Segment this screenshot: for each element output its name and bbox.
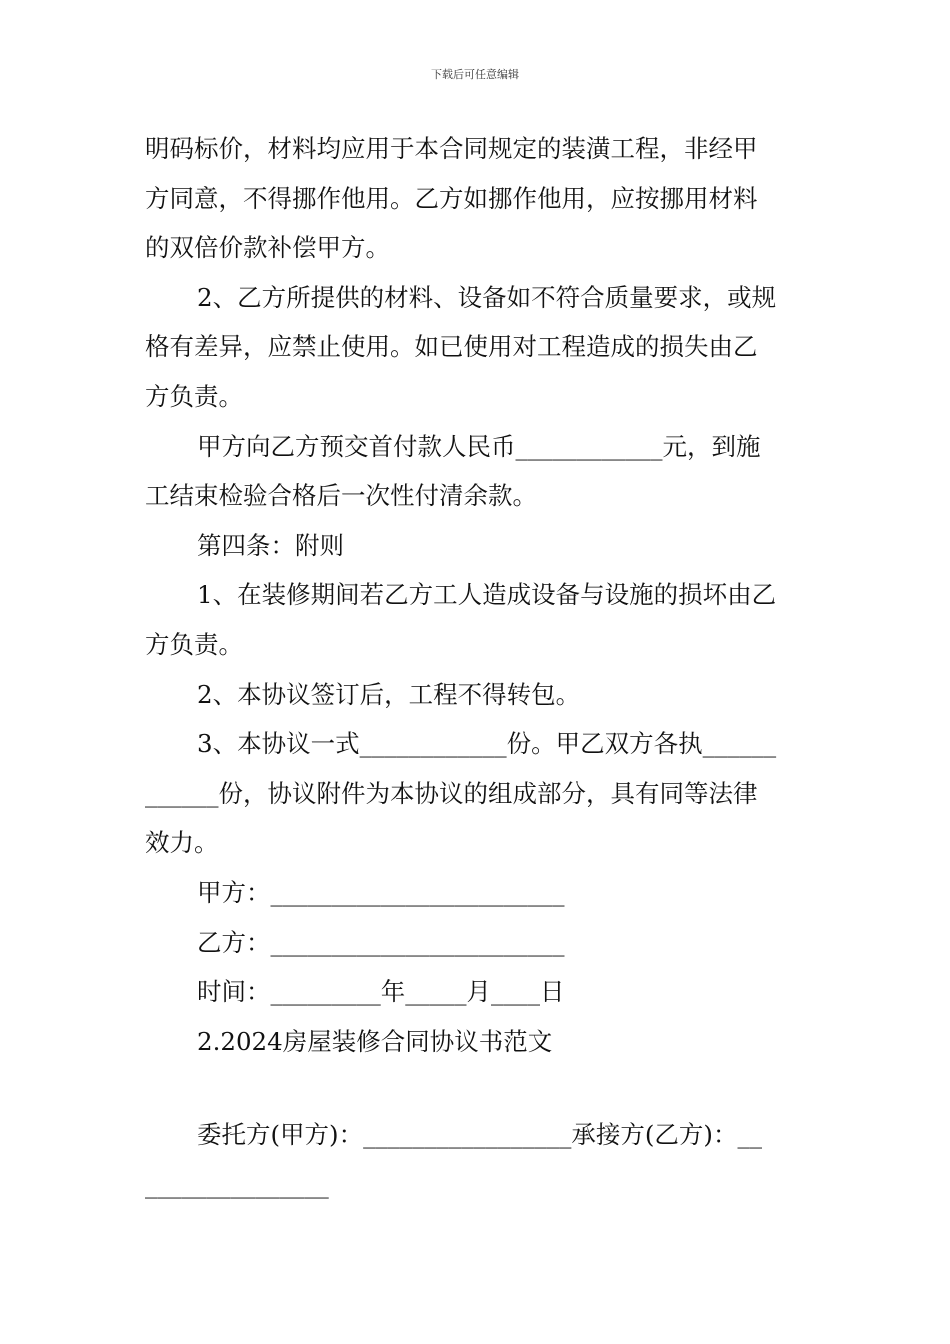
date-line: 时间：_________年_____月____日 — [197, 977, 565, 1007]
text-line: 1、在装修期间若乙方工人造成设备与设施的损坏由乙 — [197, 580, 777, 610]
text-line: 方负责。 — [145, 629, 243, 659]
section-heading: 第四条：附则 — [197, 530, 344, 560]
text-line: 效力。 — [145, 828, 219, 858]
text-line: 明码标价，材料均应用于本合同规定的装潢工程，非经甲 — [145, 134, 758, 163]
page-header: 下载后可任意编辑 — [431, 68, 519, 81]
text-line: 的双倍价款补偿甲方。 — [145, 233, 390, 263]
text-line: 2、本协议签订后，工程不得转包。 — [197, 679, 581, 709]
spacer — [145, 1066, 815, 1110]
text-line: _______________ — [145, 1169, 329, 1199]
document-body — [145, 124, 815, 1209]
text-line: 方负责。 — [145, 381, 243, 411]
text-line: 格有差异，应禁止使用。如已使用对工程造成的损失由乙 — [145, 332, 758, 362]
text-line: 甲方向乙方预交首付款人民币____________元，到施 — [197, 431, 761, 461]
text-line: 方同意，不得挪作他用。乙方如挪作他用，应按挪用材料 — [145, 183, 758, 213]
party-a-signature-line: 甲方：________________________ — [197, 877, 565, 907]
text-line: 3、本协议一式____________份。甲乙双方各执______ — [197, 729, 777, 759]
text-line: ______份，协议附件为本协议的组成部分，具有同等法律 — [145, 778, 758, 808]
party-b-signature-line: 乙方：________________________ — [197, 927, 565, 957]
text-line: 2、乙方所提供的材料、设备如不符合质量要求，或规 — [197, 282, 777, 312]
text-line: 工结束检验合格后一次性付清余款。 — [145, 481, 537, 511]
parties-line: 委托方(甲方)：_________________承接方(乙方)：__ — [197, 1120, 762, 1150]
section-title: 2.2024房屋装修合同协议书范文 — [197, 1026, 553, 1056]
